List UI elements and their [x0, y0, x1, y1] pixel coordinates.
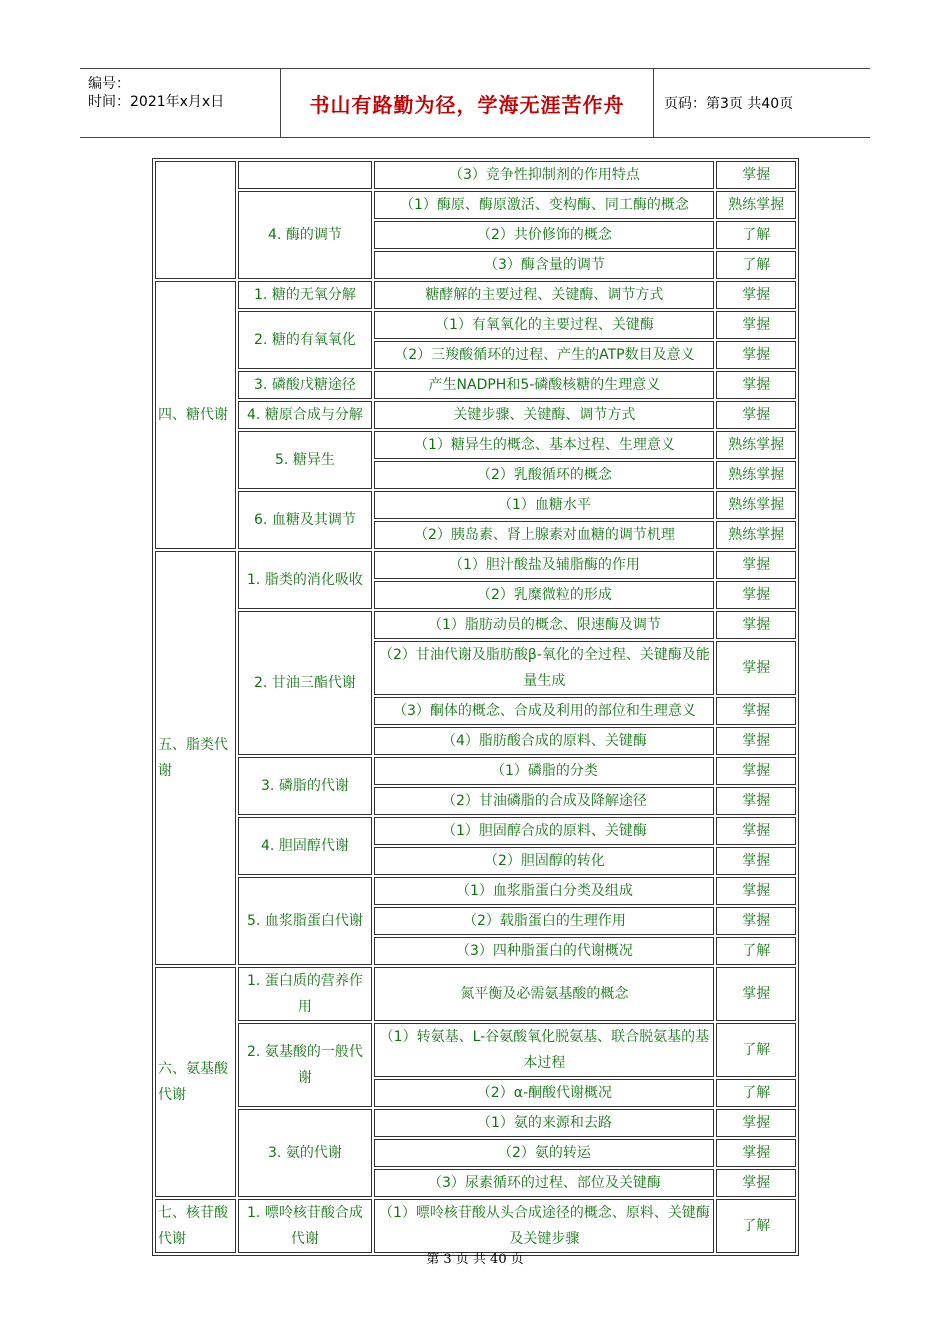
module-title-cell: 4. 糖原合成与分解 — [238, 401, 373, 429]
requirement-level-cell: 了解 — [716, 251, 796, 279]
requirement-content-cell: （3）酶含量的调节 — [374, 251, 714, 279]
requirement-level-cell: 掌握 — [716, 551, 796, 579]
table-row — [155, 311, 796, 339]
requirement-content-cell: （3）四种脂蛋白的代谢概况 — [374, 937, 714, 965]
module-title-cell: 6. 血糖及其调节 — [238, 491, 373, 549]
requirement-level-cell: 掌握 — [716, 401, 796, 429]
table-row — [155, 1199, 796, 1253]
requirement-content-cell: （1）血浆脂蛋白分类及组成 — [374, 877, 714, 905]
requirement-content-cell: （2）载脂蛋白的生理作用 — [374, 907, 714, 935]
module-title-cell: 4. 酶的调节 — [238, 191, 373, 279]
requirement-level-cell: 掌握 — [716, 1109, 796, 1137]
requirement-content-cell: （2）氨的转运 — [374, 1139, 714, 1167]
requirement-content-cell: （1）脂肪动员的概念、限速酶及调节 — [374, 611, 714, 639]
requirement-level-cell: 掌握 — [716, 1139, 796, 1167]
requirement-content-cell: （1）嘌呤核苷酸从头合成途径的概念、原料、关键酶及关键步骤 — [374, 1199, 714, 1253]
requirement-content-cell: （1）酶原、酶原激活、变构酶、同工酶的概念 — [374, 191, 714, 219]
requirement-content-cell: （1）血糖水平 — [374, 491, 714, 519]
syllabus-table-container — [152, 158, 799, 1256]
table-row — [155, 281, 796, 309]
requirement-level-cell: 了解 — [716, 937, 796, 965]
requirement-level-cell: 了解 — [716, 1023, 796, 1077]
requirement-level-cell: 掌握 — [716, 757, 796, 785]
table-row — [155, 431, 796, 459]
requirement-content-cell: 关键步骤、关键酶、调节方式 — [374, 401, 714, 429]
module-title-cell: 1. 脂类的消化吸收 — [238, 551, 373, 609]
requirement-level-cell: 掌握 — [716, 847, 796, 875]
requirement-level-cell: 掌握 — [716, 907, 796, 935]
requirement-level-cell: 掌握 — [716, 727, 796, 755]
requirement-content-cell: （2）三羧酸循环的过程、产生的ATP数目及意义 — [374, 341, 714, 369]
requirement-level-cell: 掌握 — [716, 787, 796, 815]
section-title-cell: 四、糖代谢 — [155, 281, 236, 549]
section-title-cell: 七、核苷酸代谢 — [155, 1199, 236, 1253]
requirement-content-cell: （1）胆汁酸盐及辅脂酶的作用 — [374, 551, 714, 579]
requirement-level-cell: 了解 — [716, 1079, 796, 1107]
requirement-level-cell: 掌握 — [716, 371, 796, 399]
requirement-content-cell: （1）转氨基、L-谷氨酸氧化脱氨基、联合脱氨基的基本过程 — [374, 1023, 714, 1077]
table-row — [155, 191, 796, 219]
requirement-level-cell: 掌握 — [716, 817, 796, 845]
requirement-content-cell: （2）胆固醇的转化 — [374, 847, 714, 875]
requirement-content-cell: （1）糖异生的概念、基本过程、生理意义 — [374, 431, 714, 459]
requirement-level-cell: 掌握 — [716, 341, 796, 369]
module-title-cell: 2. 氨基酸的一般代谢 — [238, 1023, 373, 1107]
table-row — [155, 877, 796, 905]
requirement-level-cell: 掌握 — [716, 581, 796, 609]
document-time-label: 时间：2021年x月x日 — [88, 94, 225, 110]
requirement-level-cell: 掌握 — [716, 281, 796, 309]
section-title-cell: 六、氨基酸代谢 — [155, 967, 236, 1197]
requirement-content-cell: （2）α-酮酸代谢概况 — [374, 1079, 714, 1107]
requirement-content-cell: （2）胰岛素、肾上腺素对血糖的调节机理 — [374, 521, 714, 549]
module-title-cell: 1. 蛋白质的营养作用 — [238, 967, 373, 1021]
requirement-level-cell: 熟练掌握 — [716, 431, 796, 459]
page-header — [80, 68, 870, 138]
requirement-content-cell: （1）氨的来源和去路 — [374, 1109, 714, 1137]
module-title-cell: 1. 嘌呤核苷酸合成代谢 — [238, 1199, 373, 1253]
table-row — [155, 611, 796, 639]
table-row — [155, 817, 796, 845]
section-title-cell — [155, 161, 236, 279]
table-row — [155, 491, 796, 519]
requirement-level-cell: 掌握 — [716, 1169, 796, 1197]
requirement-level-cell: 掌握 — [716, 697, 796, 725]
table-row — [155, 1023, 796, 1077]
module-title-cell: 2. 糖的有氧氧化 — [238, 311, 373, 369]
requirement-content-cell: （4）脂肪酸合成的原料、关键酶 — [374, 727, 714, 755]
requirement-level-cell: 熟练掌握 — [716, 191, 796, 219]
document-code-label: 编号： — [88, 76, 130, 92]
requirement-level-cell: 了解 — [716, 221, 796, 249]
requirement-level-cell: 掌握 — [716, 311, 796, 339]
page-footer: 第 3 页 共 40 页 — [426, 1252, 524, 1267]
module-title-cell: 4. 胆固醇代谢 — [238, 817, 373, 875]
module-title-cell: 5. 糖异生 — [238, 431, 373, 489]
requirement-content-cell: （3）酮体的概念、合成及利用的部位和生理意义 — [374, 697, 714, 725]
table-row — [155, 371, 796, 399]
table-row — [155, 401, 796, 429]
requirement-content-cell: （2）甘油代谢及脂肪酸β-氧化的全过程、关键酶及能量生成 — [374, 641, 714, 695]
table-row — [155, 1109, 796, 1137]
requirement-level-cell: 掌握 — [716, 161, 796, 189]
table-row — [155, 967, 796, 1021]
requirement-level-cell: 掌握 — [716, 611, 796, 639]
requirement-level-cell: 熟练掌握 — [716, 491, 796, 519]
header-page-cell — [654, 69, 870, 137]
requirement-content-cell: （1）磷脂的分类 — [374, 757, 714, 785]
module-title-cell: 3. 磷脂的代谢 — [238, 757, 373, 815]
header-info-cell — [80, 69, 281, 137]
table-row — [155, 551, 796, 579]
requirement-content-cell: （1）有氧氧化的主要过程、关键酶 — [374, 311, 714, 339]
table-row — [155, 757, 796, 785]
module-title-cell: 2. 甘油三酯代谢 — [238, 611, 373, 755]
module-title-cell: 3. 氨的代谢 — [238, 1109, 373, 1197]
requirement-level-cell: 熟练掌握 — [716, 461, 796, 489]
requirement-level-cell: 掌握 — [716, 967, 796, 1021]
requirement-level-cell: 熟练掌握 — [716, 521, 796, 549]
syllabus-table — [152, 158, 799, 1256]
header-page-label: 页码：第3页 共40页 — [664, 96, 794, 112]
requirement-content-cell: （2）乳酸循环的概念 — [374, 461, 714, 489]
requirement-content-cell: 糖酵解的主要过程、关键酶、调节方式 — [374, 281, 714, 309]
header-motto: 书山有路勤为径，学海无涯苦作舟 — [309, 92, 625, 117]
requirement-content-cell: （3）尿素循环的过程、部位及关键酶 — [374, 1169, 714, 1197]
requirement-content-cell: （2）共价修饰的概念 — [374, 221, 714, 249]
requirement-level-cell: 掌握 — [716, 877, 796, 905]
requirement-content-cell: （1）胆固醇合成的原料、关键酶 — [374, 817, 714, 845]
module-title-cell: 1. 糖的无氧分解 — [238, 281, 373, 309]
requirement-content-cell: （2）甘油磷脂的合成及降解途径 — [374, 787, 714, 815]
module-title-cell: 3. 磷酸戊糖途径 — [238, 371, 373, 399]
requirement-level-cell: 了解 — [716, 1199, 796, 1253]
module-title-cell: 5. 血浆脂蛋白代谢 — [238, 877, 373, 965]
requirement-content-cell: （3）竞争性抑制剂的作用特点 — [374, 161, 714, 189]
module-title-cell — [238, 161, 373, 189]
section-title-cell: 五、脂类代谢 — [155, 551, 236, 965]
requirement-level-cell: 掌握 — [716, 641, 796, 695]
requirement-content-cell: 产生NADPH和5-磷酸核糖的生理意义 — [374, 371, 714, 399]
header-motto-cell — [281, 69, 654, 137]
requirement-content-cell: 氮平衡及必需氨基酸的概念 — [374, 967, 714, 1021]
table-row — [155, 161, 796, 189]
requirement-content-cell: （2）乳糜微粒的形成 — [374, 581, 714, 609]
